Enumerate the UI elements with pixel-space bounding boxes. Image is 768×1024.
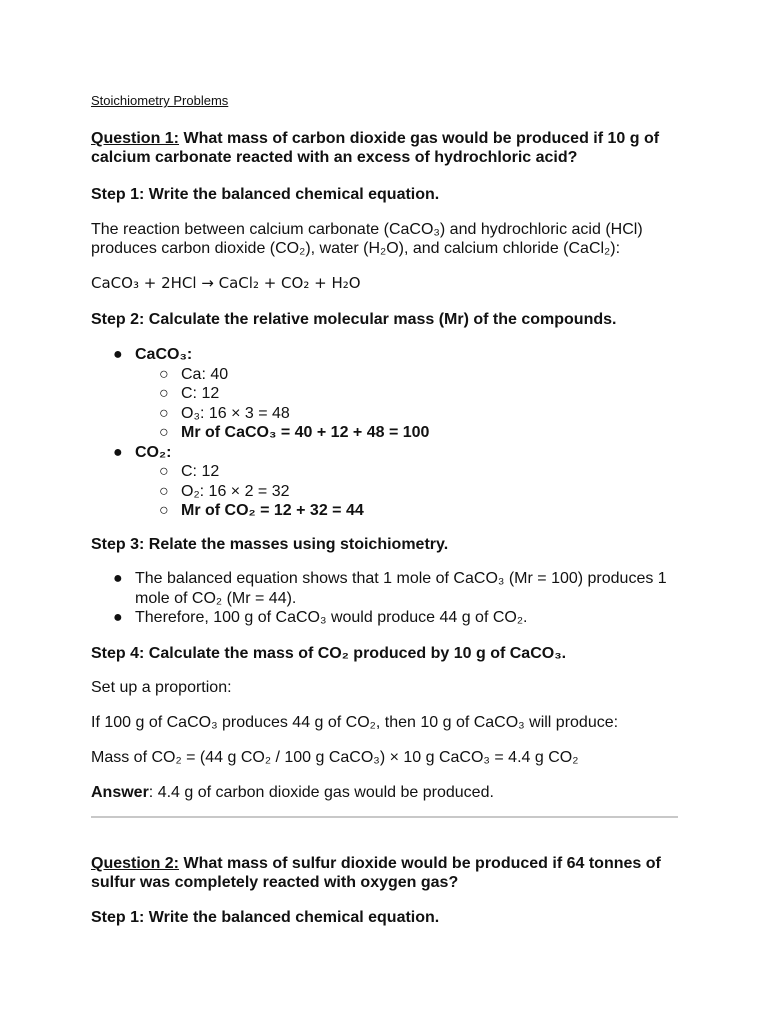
question-2 [91, 854, 681, 892]
list-item [91, 482, 429, 502]
bullet-icon: ● [113, 443, 123, 461]
step-3-item-1: The balanced equation shows that 1 mole of CaCO₃ (Mr = 100) produces 1 mole of CO₂ (Mr = 44). [135, 570, 667, 607]
q2-step-1-heading: Step 1: Write the balanced chemical equation. [91, 909, 440, 926]
circle-bullet-icon: ○ [159, 482, 169, 500]
question-1-label: Question 1: [91, 130, 180, 147]
circle-bullet-icon: ○ [159, 404, 169, 422]
list-item [91, 569, 681, 608]
question-2-text: What mass of sulfur dioxide would be produced if 64 tonnes of sulfur was completely reacted with oxygen gas? [91, 855, 661, 891]
list-item [91, 365, 429, 385]
list-item [91, 404, 429, 424]
caco3-mr-total: Mr of CaCO₃ = 40 + 12 + 48 = 100 [181, 424, 430, 441]
caco3-label: CaCO₃: [135, 346, 193, 363]
bullet-icon: ● [113, 346, 123, 363]
circle-bullet-icon: ○ [159, 365, 169, 383]
caco3-o3: O₃: 16 × 3 = 48 [181, 404, 290, 422]
co2-mr-total: Mr of CO₂ = 12 + 32 = 44 [181, 502, 364, 519]
proportion-text: If 100 g of CaCO₃ produces 44 g of CO₂, then 10 g of CaCO₃ will produce: [91, 714, 619, 731]
step-3-item-2: Therefore, 100 g of CaCO₃ would produce 44 g of CO₂. [135, 609, 528, 626]
list-item [91, 423, 429, 443]
list-item [91, 345, 429, 365]
co2-o2: O₂: 16 × 2 = 32 [181, 482, 290, 500]
mr-list [91, 345, 429, 521]
q1-step-1-heading: Step 1: Write the balanced chemical equation. [91, 186, 440, 203]
step-3-list [91, 569, 681, 628]
question-1-text: What mass of carbon dioxide gas would be produced if 10 g of calcium carbonate reacted with an excess of hydrochloric acid? [91, 130, 660, 166]
list-item [91, 608, 681, 628]
mass-calculation: Mass of CO₂ = (44 g CO₂ / 100 g CaCO₃) × 10 g CaCO₃ = 4.4 g CO₂ [91, 749, 579, 766]
answer-line [91, 783, 494, 802]
section-divider [91, 816, 678, 818]
circle-bullet-icon: ○ [159, 502, 169, 519]
circle-bullet-icon: ○ [159, 463, 169, 480]
bullet-icon: ● [113, 570, 123, 587]
list-item [91, 384, 429, 404]
answer-label: Answer [91, 784, 149, 801]
list-item [91, 462, 429, 482]
q1-step-2-heading: Step 2: Calculate the relative molecular mass (Mr) of the compounds. [91, 311, 617, 328]
circle-bullet-icon: ○ [159, 424, 169, 441]
q1-step-3-heading: Step 3: Relate the masses using stoichiometry. [91, 536, 449, 553]
list-item [91, 443, 429, 463]
bullet-icon: ● [113, 609, 123, 626]
balanced-equation: CaCO₃ + 2HCl → CaCl₂ + CO₂ + H₂O [91, 274, 361, 292]
caco3-c: C: 12 [181, 385, 220, 402]
circle-bullet-icon: ○ [159, 385, 169, 402]
question-2-label: Question 2: [91, 855, 180, 872]
question-1 [91, 129, 681, 167]
setup-text: Set up a proportion: [91, 679, 232, 696]
q1-step-4-heading: Step 4: Calculate the mass of CO₂ produced by 10 g of CaCO₃. [91, 645, 567, 662]
answer-text: : 4.4 g of carbon dioxide gas would be produced. [148, 784, 494, 801]
q1-reaction-intro: The reaction between calcium carbonate (CaCO₃) and hydrochloric acid (HCl) produces carbon dioxide (CO₂), water (H₂O), and calcium chloride (CaCl₂): [91, 221, 643, 257]
document-title: Stoichiometry Problems [91, 93, 229, 108]
list-item [91, 501, 429, 521]
caco3-ca: Ca: 40 [181, 365, 229, 383]
co2-c: C: 12 [181, 463, 220, 480]
co2-label: CO₂: [135, 443, 172, 461]
